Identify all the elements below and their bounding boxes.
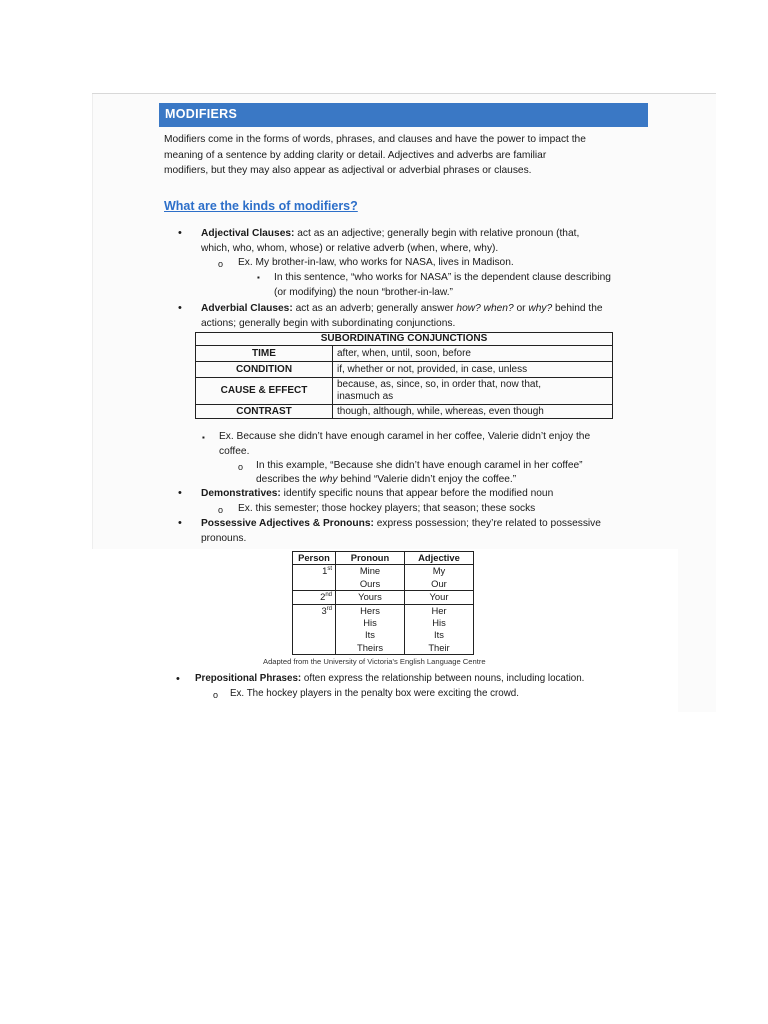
person-suffix: st <box>327 566 332 573</box>
hollow-bullet-icon: o <box>213 690 219 700</box>
table-row <box>293 617 474 629</box>
person-number: 1 <box>322 565 328 577</box>
prepositional-text: often express the relationship between nouns, including location. <box>301 673 585 684</box>
adjectival-term: Adjectival Clauses: <box>201 228 295 239</box>
pronoun-cell: Theirs <box>336 642 405 655</box>
table-header-row <box>293 552 474 565</box>
adverbial-example-2: coffee. <box>219 446 250 457</box>
explanation-text: describes the <box>256 474 320 485</box>
table-caption: Adapted from the University of Victoria’s English Language Centre <box>263 657 486 666</box>
table-row <box>196 405 613 419</box>
adjective-cell: His <box>405 617 474 629</box>
square-bullet-icon: ▪ <box>202 433 205 442</box>
possessive-text: express possession; they’re related to possessive <box>373 518 601 529</box>
prepositional-term: Prepositional Phrases: <box>195 673 302 684</box>
pronoun-cell: Mine <box>336 565 405 578</box>
adverbial-line-2: actions; generally begin with subordinating conjunctions. <box>201 318 456 329</box>
person-cell <box>293 642 336 655</box>
conjunction-category: CONDITION <box>196 362 333 378</box>
section-heading: What are the kinds of modifiers? <box>164 199 358 213</box>
demonstratives-text: identify specific nouns that appear before the modified noun <box>280 488 554 499</box>
hollow-bullet-icon: o <box>238 462 244 472</box>
explanation-emphasis: why <box>319 474 338 485</box>
square-bullet-icon: ▪ <box>257 273 260 282</box>
person-cell <box>293 617 336 629</box>
person-cell <box>293 578 336 591</box>
adjective-cell: Its <box>405 629 474 641</box>
adverbial-example: Ex. Because she didn’t have enough caramel in her coffee, Valerie didn’t enjoy the <box>219 431 591 442</box>
intro-line: meaning of a sentence by adding clarity or detail. Adjectives and adverbs are familiar <box>164 150 547 161</box>
table-row <box>196 362 613 378</box>
conjunction-list-line: because, as, since, so, in order that, now that, <box>337 379 542 390</box>
pronoun-cell: Its <box>336 629 405 641</box>
adjectival-example: Ex. My brother-in-law, who works for NASA, lives in Madison. <box>238 257 514 268</box>
conjunction-category: TIME <box>196 346 333 362</box>
table-row <box>293 642 474 655</box>
adjectival-line <box>201 227 579 241</box>
column-header: Person <box>293 552 336 565</box>
person-cell <box>293 629 336 641</box>
table-row <box>293 604 474 617</box>
table-row <box>293 591 474 604</box>
bullet-icon: • <box>178 227 182 239</box>
bullet-icon: • <box>176 673 180 685</box>
intro-line: Modifiers come in the forms of words, phrases, and clauses and have the power to impact the <box>164 134 586 145</box>
table-row <box>293 629 474 641</box>
table-header-row <box>196 333 613 346</box>
intro-line: modifiers, but they may also appear as adjectival or adverbial phrases or clauses. <box>164 165 532 176</box>
adjective-cell: Their <box>405 642 474 655</box>
person-suffix: rd <box>326 605 332 612</box>
pronoun-cell: His <box>336 617 405 629</box>
possessive-line-2: pronouns. <box>201 533 247 544</box>
demonstratives-example: Ex. this semester; those hockey players; that season; these socks <box>238 503 536 514</box>
conjunction-category: CAUSE & EFFECT <box>196 378 333 405</box>
banner-title: MODIFIERS <box>165 107 238 121</box>
adjective-cell: My <box>405 565 474 578</box>
adverbial-text: act as an adverb; generally answer <box>292 303 457 314</box>
hollow-bullet-icon: o <box>218 259 224 269</box>
table-header: SUBORDINATING CONJUNCTIONS <box>196 333 613 346</box>
demonstratives-term: Demonstratives: <box>201 488 281 499</box>
explanation-text-end: behind “Valerie didn’t enjoy the coffee.” <box>337 474 517 485</box>
adjective-cell: Our <box>405 578 474 591</box>
person-cell <box>293 565 336 578</box>
adverbial-explanation-2 <box>256 473 516 487</box>
adverbial-explanation: In this example, “Because she didn’t have enough caramel in her coffee” <box>256 460 583 471</box>
column-header: Adjective <box>405 552 474 565</box>
document-page <box>92 93 716 712</box>
adverbial-line <box>201 302 603 316</box>
conjunction-list: after, when, until, soon, before <box>333 346 613 362</box>
pronoun-cell: Ours <box>336 578 405 591</box>
conjunction-list-line: inasmuch as <box>337 391 394 402</box>
bullet-icon: • <box>178 517 182 529</box>
conjunction-list: if, whether or not, provided, in case, unless <box>333 362 613 378</box>
pronoun-cell: Yours <box>336 591 405 604</box>
person-cell <box>293 604 336 617</box>
pronoun-table <box>292 551 474 655</box>
person-number: 3 <box>321 604 327 616</box>
demonstratives-line <box>201 487 553 501</box>
adjectival-note: In this sentence, “who works for NASA” is the dependent clause describing <box>274 272 611 283</box>
possessive-line <box>201 517 601 531</box>
table-row <box>196 378 613 405</box>
table-row <box>196 346 613 362</box>
adjective-cell: Her <box>405 604 474 617</box>
person-suffix: nd <box>325 592 332 599</box>
section-banner <box>159 103 648 127</box>
conjunction-list <box>333 378 613 405</box>
person-cell <box>293 591 336 604</box>
prepositional-line <box>195 672 584 686</box>
column-header: Pronoun <box>336 552 405 565</box>
possessive-term: Possessive Adjectives & Pronouns: <box>201 518 374 529</box>
adverbial-or: or <box>513 303 529 314</box>
table-row <box>293 565 474 578</box>
adjectival-line-2: which, who, whom, whose) or relative adverb (when, where, why). <box>201 243 499 254</box>
adjectival-text: act as an adjective; generally begin with relative pronoun (that, <box>294 228 580 239</box>
table-row <box>293 578 474 591</box>
conjunction-category: CONTRAST <box>196 405 333 419</box>
conjunction-list: though, although, while, whereas, even though <box>333 405 613 419</box>
hollow-bullet-icon: o <box>218 505 224 515</box>
adjective-cell: Your <box>405 591 474 604</box>
prepositional-example: Ex. The hockey players in the penalty box were exciting the crowd. <box>230 688 519 699</box>
person-number: 2 <box>320 591 326 603</box>
question-when: when? <box>483 303 514 314</box>
adjectival-note-2: (or modifying) the noun “brother-in-law.” <box>274 287 453 298</box>
adverbial-term: Adverbial Clauses: <box>201 303 293 314</box>
question-how: how? <box>456 303 481 314</box>
bullet-icon: • <box>178 487 182 499</box>
adverbial-text-end: behind the <box>552 303 603 314</box>
bullet-icon: • <box>178 302 182 314</box>
conjunctions-table <box>195 332 613 419</box>
question-why: why? <box>528 303 553 314</box>
pronoun-cell: Hers <box>336 604 405 617</box>
